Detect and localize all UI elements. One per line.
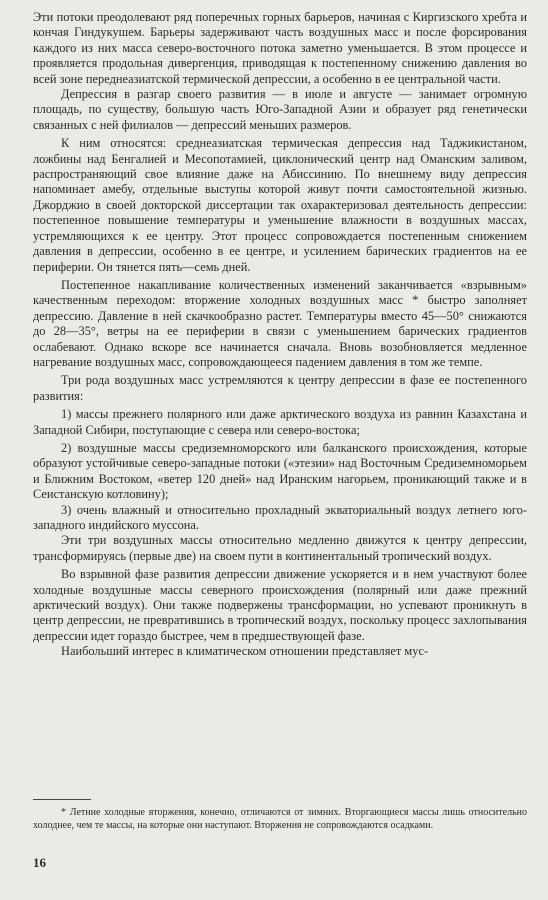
paragraph: Депрессия в разгар своего развития — в июле и августе — занимает огромную площадь, по существу, большую часть Юго-Западной Азии и образует ряд генетически связанных с ней филиалов — депрессий меньших размеров.: [33, 87, 527, 132]
list-item: 3) очень влажный и относительно прохладный экваториальный воздух летнего юго-западного индийского муссона.: [33, 502, 527, 532]
paragraph: Эти три воздушных массы относительно медленно движутся к центру депрессии, трансформируясь (первые две) на своем пути в континентальный тропический воздух.: [33, 533, 527, 563]
footnote: * Летние холодные вторжения, конечно, отличаются от зимних. Вторгающиеся массы лишь относительно холоднее, чем те массы, на которые они наступают. Вторжения не сопровождаются осадками.: [33, 807, 527, 831]
paragraph: Во взрывной фазе развития депрессии движение ускоряется и в нем участвуют более холодные воздушные массы северного происхождения (полярный или даже прежний арктический воздух). Они также подвержены трансформации, но успевают проникнуть в центр депрессии, не превратившись в тропический воздух, поскольку процесс захлопывания депрессии идет гораздо быстрее, чем в предшествующей фазе.: [33, 567, 527, 643]
list-item: 1) массы прежнего полярного или даже арктического воздуха из равнин Казахстана и Западной Сибири, поступающие с севера или северо-востока;: [33, 407, 527, 437]
paragraph: Три рода воздушных масс устремляются к центру депрессии в фазе ее постепенного развития:: [33, 373, 527, 403]
paragraph: К ним относятся: среднеазиатская термическая депрессия над Таджикистаном, ложбины над Бенгалией и Месопотамией, циклонический центр над Оманским заливом, распространяющий свое влияние даже на Абиссинию. По внешнему виду депрессия напоминает амебу, отдельные выступы которой живут почти самостоятельной жизнью. Джорджио в своей докторской диссертации так охарактеризовал деятельность депрессии: постепенное повышение температуры и уменьшение влажности в воздушных массах, устремляющихся к ее центру. Этот процесс сопровождается постепенным снижением давления в депрессии, особенно в ее центре, и усилением барических градиентов на ее периферии. Он тянется пять—семь дней.: [33, 136, 527, 274]
paragraph: Наибольший интерес в климатическом отношении представляет мус-: [61, 644, 429, 659]
body-text: [33, 10, 527, 660]
paragraph: Постепенное накапливание количественных изменений заканчивается «взрывным» качественным переходом: вторжение холодных воздушных масс * быстро заполняет депрессию. Давление в ней скачкообразно растет. Температуры вместо 45—50° снижаются до 28—35°, ветры на ее периферии в связи с уменьшением барических градиентов ослабевают. Однако вскоре все начинается сначала. Вновь возобновляется медленное нагревание воздушных масс, сопровождающееся падением давления в том же темпе.: [33, 277, 527, 369]
paragraph: Эти потоки преодолевают ряд поперечных горных барьеров, начиная с Киргизского хребта и кончая Гиндукушем. Барьеры задерживают часть воздушных масс и после форсирования каждого из них масса северо-восточного потока заметно уменьшается. В этом процессе и проявляется продольная дивергенция, приводящая к постепенному снижению давления во всей зоне переднеазиатской термической депрессии, а особенно в ее центральной части.: [33, 10, 527, 86]
footnote-divider: [33, 799, 91, 800]
page-number: 16: [33, 855, 46, 870]
list-item: 2) воздушные массы средиземноморского или балканского происхождения, которые образуют устойчивые северо-западные потоки («этезии» над Восточным Средиземноморьем и Ближним Востоком, «ветер 120 дней» над Иранским нагорьем, проникающий также и в Сеистанскую котловину);: [33, 440, 527, 502]
